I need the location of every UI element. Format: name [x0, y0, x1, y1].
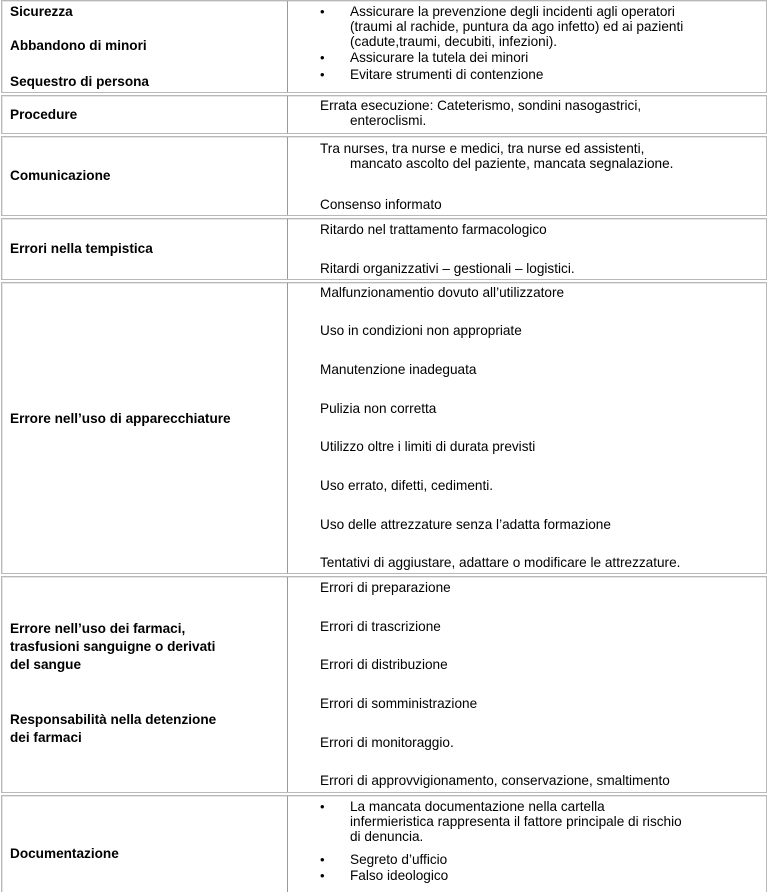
- content-line: Errori di somministrazione: [320, 696, 478, 711]
- bullet-marker: •: [320, 50, 325, 65]
- content-line: Pulizia non corretta: [320, 401, 437, 416]
- row-content-cell: [289, 96, 766, 133]
- row-label: Errore nell’uso dei farmaci,: [10, 621, 186, 636]
- bullet-marker: •: [320, 67, 325, 82]
- content-line: Uso delle attrezzature senza l’adatta formazione: [320, 517, 611, 532]
- bullet-text-line: Assicurare la prevenzione degli incidenti agli operatori: [350, 4, 675, 19]
- row-label: Abbandono di minori: [10, 38, 147, 53]
- content-line: Uso errato, difetti, cedimenti.: [320, 478, 494, 493]
- row-label: Errore nell’uso di apparecchiature: [10, 411, 231, 426]
- table-row-tempistica: [1, 218, 767, 280]
- bullet-text-line: Evitare strumenti di contenzione: [350, 67, 544, 82]
- content-line: Utilizzo oltre i limiti di durata previsti: [320, 439, 536, 454]
- content-line: Malfunzionamentio dovuto all’utilizzatore: [320, 285, 565, 300]
- bullet-marker: •: [320, 852, 325, 867]
- bullet-marker: •: [320, 799, 325, 814]
- bullet-marker: •: [320, 4, 325, 19]
- table-row-procedure: [1, 95, 767, 134]
- row-label-cell: [2, 1, 288, 92]
- row-label-cell: [2, 96, 288, 133]
- table-row-apparecchiature: [1, 282, 767, 574]
- content-line: Errori di trascrizione: [320, 619, 441, 634]
- paragraph-line: mancato ascolto del paziente, mancata segnalazione.: [350, 155, 674, 171]
- bullet-text-line: (cadute,traumi, decubiti, infezioni).: [350, 34, 558, 49]
- row-content-cell: [289, 1, 766, 92]
- row-content-cell: [289, 219, 766, 279]
- table-row-documentazione: [1, 795, 767, 892]
- bullet-text-line: Assicurare la tutela dei minori: [350, 50, 529, 65]
- content-line: Ritardo nel trattamento farmacologico: [320, 222, 547, 237]
- row-label: Sicurezza: [10, 4, 73, 19]
- row-label: del sangue: [10, 657, 82, 672]
- paragraph-line: Errata esecuzione: Cateterismo, sondini nasogastrici,: [320, 98, 642, 113]
- content-line: Uso in condizioni non appropriate: [320, 323, 522, 338]
- row-content-cell: [289, 283, 766, 573]
- row-label-cell: [2, 283, 288, 573]
- bullet-text-line: La mancata documentazione nella cartella: [350, 799, 605, 814]
- content-line: Tentativi di aggiustare, adattare o modificare le attrezzature.: [320, 555, 681, 570]
- bullet-text-line: di denuncia.: [350, 829, 424, 844]
- bullet-text-line: infermieristica rappresenta il fattore principale di rischio: [350, 814, 682, 829]
- row-label-cell: [2, 796, 288, 892]
- row-label: Errori nella tempistica: [10, 241, 153, 256]
- paragraph-line: Tra nurses, tra nurse e medici, tra nurse ed assistenti,: [320, 141, 645, 156]
- table-row-farmaci: [1, 576, 767, 793]
- table-row-comunicazione: [1, 136, 767, 216]
- table-row-sicurezza: [1, 0, 767, 93]
- bullet-text-line: Falso ideologico: [350, 868, 449, 883]
- content-line: Errori di monitoraggio.: [320, 735, 454, 750]
- content-line: Manutenzione inadeguata: [320, 362, 477, 377]
- row-label: trasfusioni sanguigne o derivati: [10, 639, 216, 654]
- bullet-text-line: Segreto d’ufficio: [350, 852, 448, 867]
- hanging-paragraph: [320, 99, 641, 128]
- row-label: Responsabilità nella detenzione: [10, 712, 217, 727]
- hanging-paragraph: [320, 142, 673, 171]
- row-label: Sequestro di persona: [10, 74, 149, 89]
- bullet-text-line: (traumi al rachide, puntura da ago infetto) ed ai pazienti: [350, 19, 684, 34]
- row-label: Procedure: [10, 107, 78, 122]
- row-label: Documentazione: [10, 846, 119, 861]
- content-line: Ritardi organizzativi – gestionali – logistici.: [320, 261, 575, 276]
- content-line: Consenso informato: [320, 197, 442, 212]
- row-content-cell: [289, 577, 766, 792]
- content-line: Errori di preparazione: [320, 580, 451, 595]
- row-content-cell: [289, 796, 766, 892]
- content-line: Errori di approvvigionamento, conservazione, smaltimento: [320, 773, 670, 788]
- bullet-marker: •: [320, 868, 325, 883]
- row-label-cell: [2, 577, 288, 792]
- row-content-cell: [289, 137, 766, 215]
- content-line: Errori di distribuzione: [320, 657, 448, 672]
- row-label-cell: [2, 137, 288, 215]
- row-label-cell: [2, 219, 288, 279]
- row-label: Comunicazione: [10, 168, 111, 183]
- paragraph-line: enteroclismi.: [350, 112, 427, 128]
- row-label: dei farmaci: [10, 730, 82, 745]
